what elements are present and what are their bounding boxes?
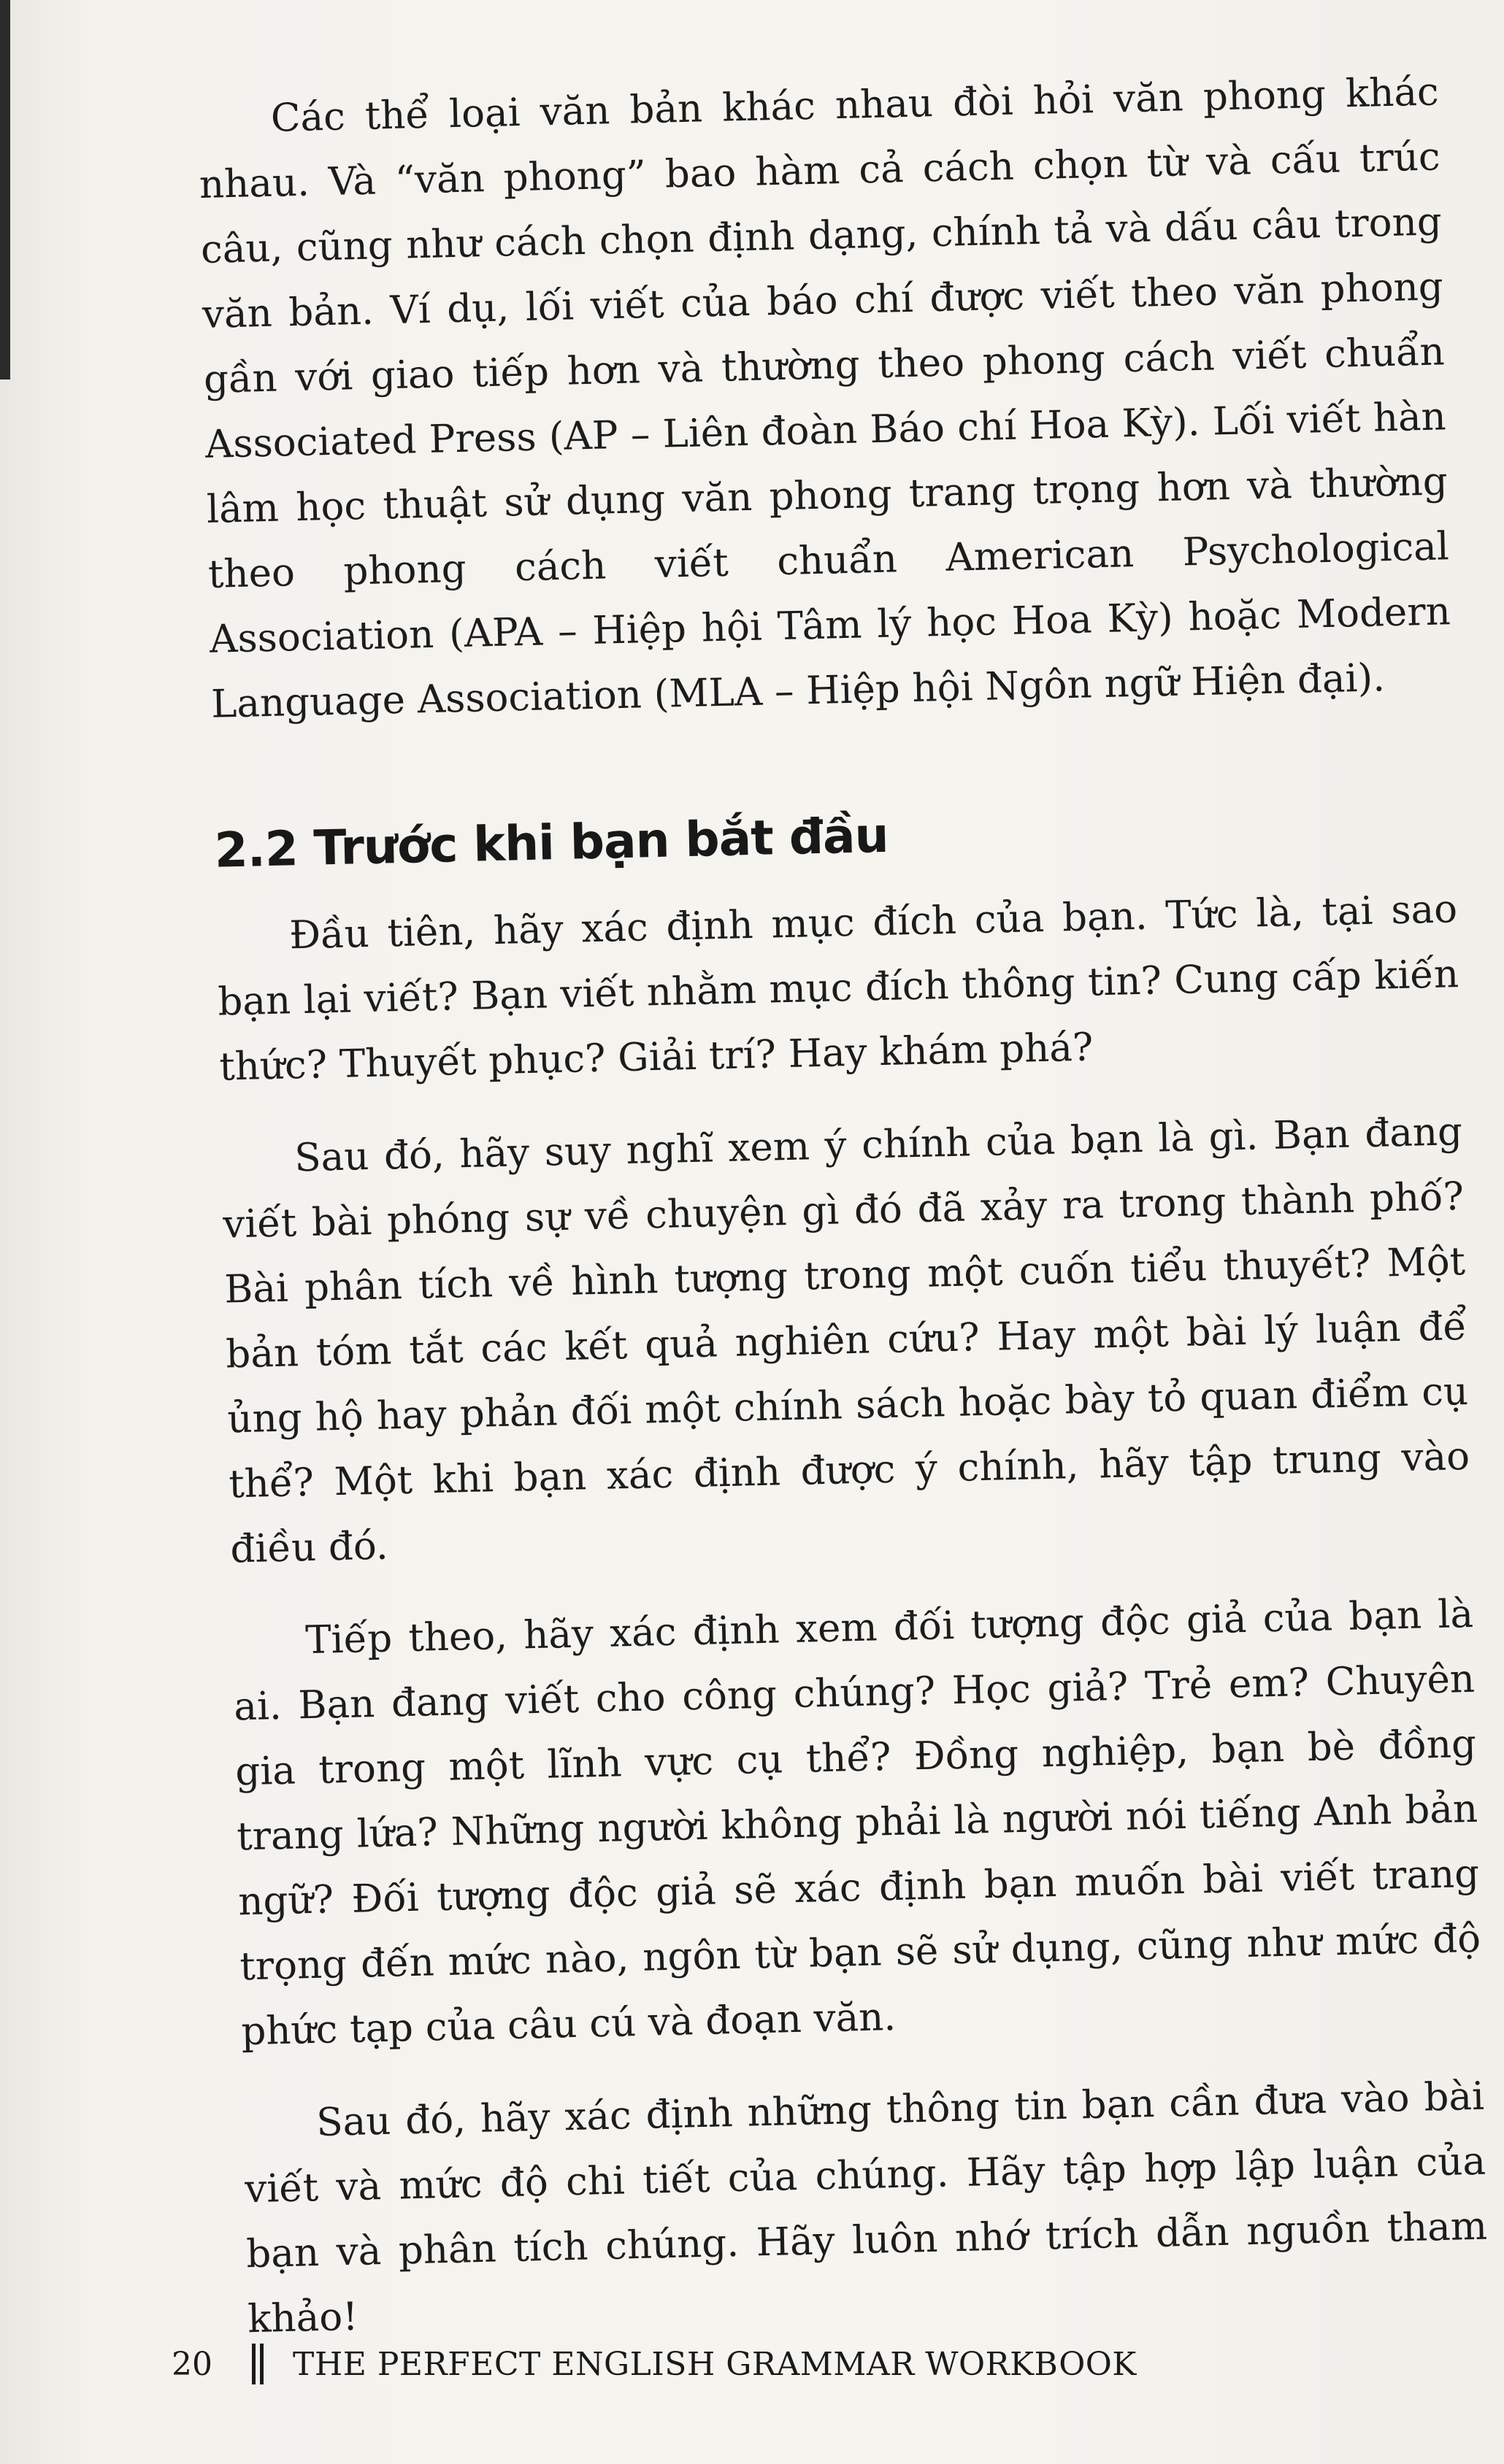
page-number: 20 [172, 2345, 212, 2383]
double-bar-separator [252, 2344, 264, 2384]
paragraph-information: Sau đó, hãy xác định những thông tin bạn cần đưa vào bài viết và mức độ chi tiết của chúng. Hãy tập hợp lập luận của bạn và phân tích chúng. Hãy luôn nhớ trích dẫn nguồn tham khảo! [244, 2074, 1488, 2342]
page-footer [172, 2338, 1340, 2390]
intro-paragraph: Các thể loại văn bản khác nhau đòi hỏi văn phong khác nhau. Và “văn phong” bao hàm cả cách chọn từ và cấu trúc câu, cũng như cách chọn định dạng, chính tả và dấu câu trong văn bản. Ví dụ, lối viết của báo chí được viết theo văn phong gần với giao tiếp hơn và thường theo phong cách viết chuẩn Associated Press (AP – Liên đoàn Báo chí Hoa Kỳ). Lối viết hàn lâm học thuật sử dụng văn phong trang trọng hơn và thường theo phong cách viết chuẩn American Psychological Association (APA – Hiệp hội Tâm lý học Hoa Kỳ) hoặc Modern Language Association (MLA – Hiệp hội Ngôn ngữ Hiện đại). [199, 69, 1451, 727]
paragraph-main-idea: Sau đó, hãy suy nghĩ xem ý chính của bạn là gì. Bạn đang viết bài phóng sự về chuyện gì đó đã xảy ra trong thành phố? Bài phân tích về hình tượng trong một cuốn tiểu thuyết? Một bản tóm tắt các kết quả nghiên cứu? Hay một bài lý luận để ủng hộ hay phản đối một chính sách hoặc bày tỏ quan điểm cụ thể? Một khi bạn xác định được ý chính, hãy tập trung vào điều đó. [222, 1109, 1470, 1572]
page-edge-shadow [0, 0, 10, 380]
paragraph-audience: Tiếp theo, hãy xác định xem đối tượng độc giả của bạn là ai. Bạn đang viết cho công chúng? Học giả? Trẻ em? Chuyên gia trong một lĩnh vực cụ thể? Đồng nghiệp, bạn bè đồng trang lứa? Những người không phải là người nói tiếng Anh bản ngữ? Đối tượng độc giả sẽ xác định bạn muốn bài viết trang trọng đến mức nào, ngôn từ bạn sẽ sử dụng, cũng như mức độ phức tạp của câu cú và đoạn văn. [233, 1591, 1481, 2055]
running-footer-title: THE PERFECT ENGLISH GRAMMAR WORKBOOK [293, 2345, 1137, 2383]
page-body [197, 59, 1489, 2352]
paragraph-purpose: Đầu tiên, hãy xác định mục đích của bạn. Tức là, tại sao bạn lại viết? Bạn viết nhằm mục đích thông tin? Cung cấp kiến thức? Thuyết phục? Giải trí? Hay khám phá? [217, 887, 1459, 1090]
section-heading: 2.2 Trước khi bạn bắt đầu [213, 806, 889, 879]
